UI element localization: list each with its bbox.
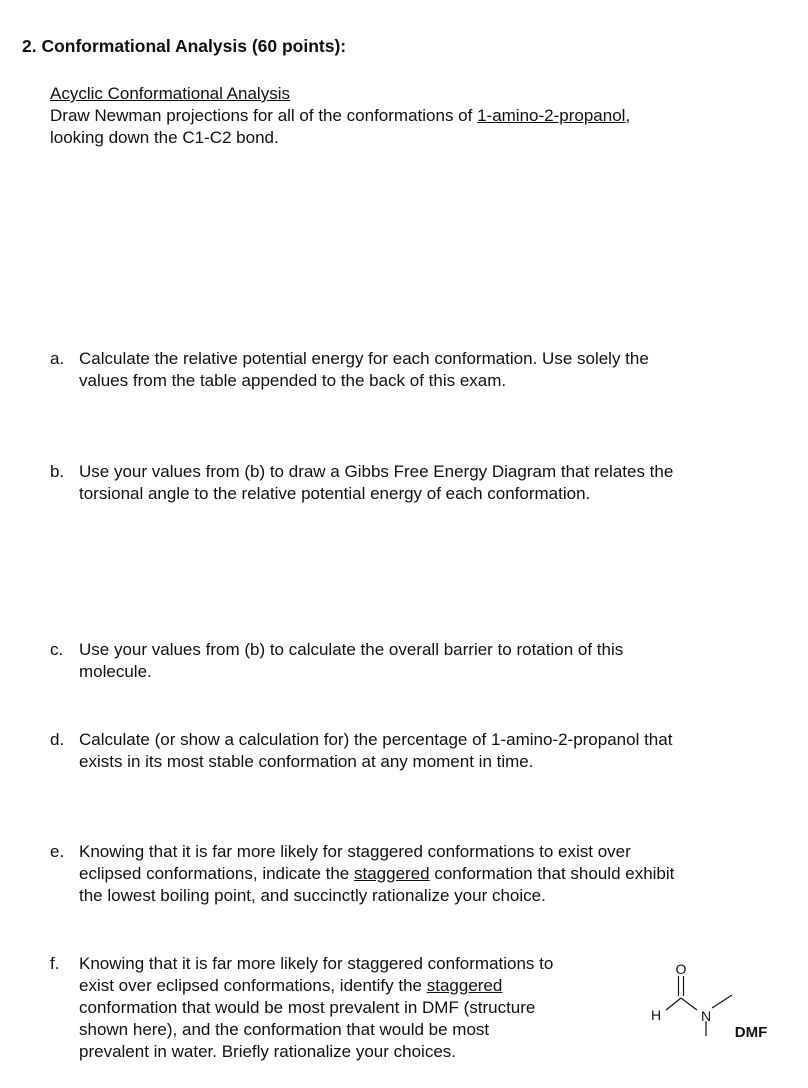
section-title: Acyclic Conformational Analysis: [50, 84, 290, 103]
question-label: d.: [50, 730, 65, 749]
question-line: Calculate (or show a calculation for) the percentage of 1-amino-2-propanol that: [79, 730, 673, 749]
question-f: [50, 953, 650, 1063]
question-line: prevalent in water. Briefly rationalize your choices.: [79, 1042, 457, 1061]
intro-text-2: looking down the C1-C2 bond.: [50, 128, 279, 147]
question-line: Knowing that it is far more likely for staggered conformations to: [79, 954, 554, 973]
section-block: [50, 83, 630, 149]
bond-n-methyl-1: [712, 995, 732, 1008]
question-emphasis: staggered: [354, 864, 430, 883]
question-e: [50, 841, 780, 907]
question-line: [79, 975, 650, 997]
intro-compound: 1-amino-2-propanol,: [477, 106, 631, 125]
question-emphasis: staggered: [426, 976, 503, 995]
question-line: [79, 863, 780, 885]
question-c: [50, 639, 780, 683]
question-line: exists in its most stable conformation at any moment in time.: [79, 752, 534, 771]
bond-c-n: [681, 998, 697, 1010]
question-line: Knowing that it is far more likely for staggered conformations to exist over: [79, 842, 631, 861]
atom-n: N: [700, 1008, 712, 1024]
section-intro: [50, 105, 630, 127]
question-label: f.: [50, 954, 60, 973]
question-d: [50, 729, 780, 773]
dmf-structure: [640, 958, 780, 1048]
question-line: molecule.: [79, 662, 152, 681]
question-b: [50, 461, 780, 505]
question-line: Calculate the relative potential energy for each conformation. Use solely the: [79, 349, 649, 368]
question-heading: 2. Conformational Analysis (60 points):: [22, 36, 347, 56]
question-label: e.: [50, 842, 65, 861]
intro-text: Draw Newman projections for all of the conformations of: [50, 106, 478, 125]
question-line: Use your values from (b) to calculate the overall barrier to rotation of this: [79, 640, 624, 659]
question-label: b.: [50, 462, 65, 481]
dmf-label: DMF: [734, 1024, 768, 1041]
bond-h-c: [666, 998, 681, 1010]
question-line: conformation that would be most prevalent in DMF (structure: [79, 998, 536, 1017]
question-label: c.: [50, 640, 64, 659]
question-label: a.: [50, 349, 65, 368]
atom-h: H: [650, 1007, 662, 1023]
question-line: torsional angle to the relative potential energy of each conformation.: [79, 484, 591, 503]
question-line: the lowest boiling point, and succinctly rationalize your choice.: [79, 886, 546, 905]
question-a: [50, 348, 780, 392]
question-text: conformation that should exhibit: [429, 864, 675, 883]
atom-o: O: [675, 961, 687, 977]
question-line: shown here), and the conformation that would be most: [79, 1020, 490, 1039]
question-text: eclipsed conformations, indicate the: [79, 864, 354, 883]
question-line: values from the table appended to the back of this exam.: [79, 371, 507, 390]
question-text: exist over eclipsed conformations, identify the: [79, 976, 427, 995]
question-line: Use your values from (b) to draw a Gibbs Free Energy Diagram that relates the: [79, 462, 674, 481]
